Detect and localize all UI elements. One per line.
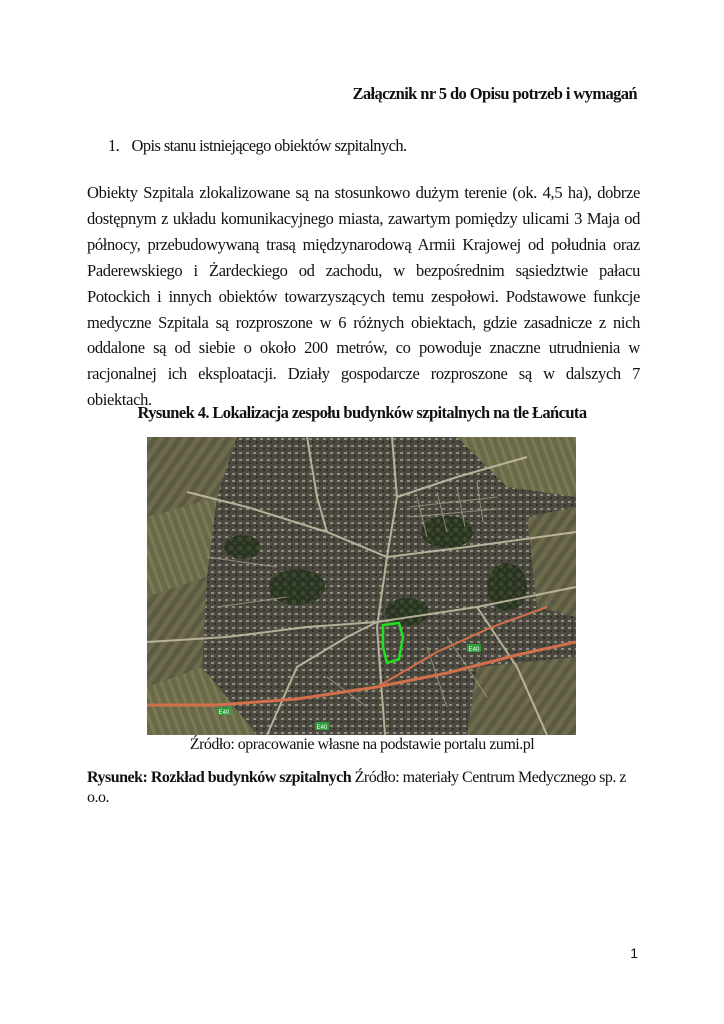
section-title: Opis stanu istniejącego obiektów szpitalnych. bbox=[131, 136, 407, 155]
figure-layout-source: Źródło: materiały Centrum Medycznego sp. z o.o. bbox=[87, 769, 626, 806]
map-graphic bbox=[147, 437, 576, 735]
attachment-header: Załącznik nr 5 do Opisu potrzeb i wymagań bbox=[352, 84, 637, 103]
road-label-2 bbox=[467, 644, 481, 653]
figure-source: Źródło: opracowanie własne na podstawie portalu zumi.pl bbox=[189, 736, 535, 753]
section-heading bbox=[108, 136, 407, 156]
figure-caption: Rysunek 4. Lokalizacja zespołu budynków szpitalnych na tle Łańcuta bbox=[137, 403, 587, 422]
svg-text:E40: E40 bbox=[218, 710, 230, 716]
svg-text:E40: E40 bbox=[316, 725, 328, 731]
figure-layout-caption bbox=[87, 768, 637, 808]
road-label-3 bbox=[315, 722, 329, 731]
road-label-1 bbox=[217, 707, 231, 716]
section-number: 1. bbox=[108, 136, 120, 155]
page-number: 1 bbox=[630, 945, 638, 961]
figure-layout-lead: Rysunek: Rozkład budynków szpitalnych bbox=[87, 769, 352, 786]
svg-text:E40: E40 bbox=[468, 647, 480, 653]
satellite-map-image bbox=[147, 437, 576, 735]
body-paragraph: Obiekty Szpitala zlokalizowane są na stosunkowo dużym terenie (ok. 4,5 ha), dobrze dostępnym z układu komunikacyjnego miasta, zawartym pomiędzy ulicami 3 Maja od północy, przebudowywaną trasą międzynarodową Armii Krajowej od południa oraz Paderewskiego i Żardeckiego od zachodu, w bezpośrednim sąsiedztwie pałacu Potockich i innych obiektów towarzyszących temu zespołowi. Podstawowe funkcje medyczne Szpitala są rozproszone w 6 różnych obiektach, gdzie zasadnicze z nich oddalone są od siebie o około 200 metrów, co powoduje znaczne utrudnienia w racjonalnej ich eksploatacji. Działy gospodarcze rozproszone są w dalszych 7 obiektach. bbox=[87, 183, 640, 410]
